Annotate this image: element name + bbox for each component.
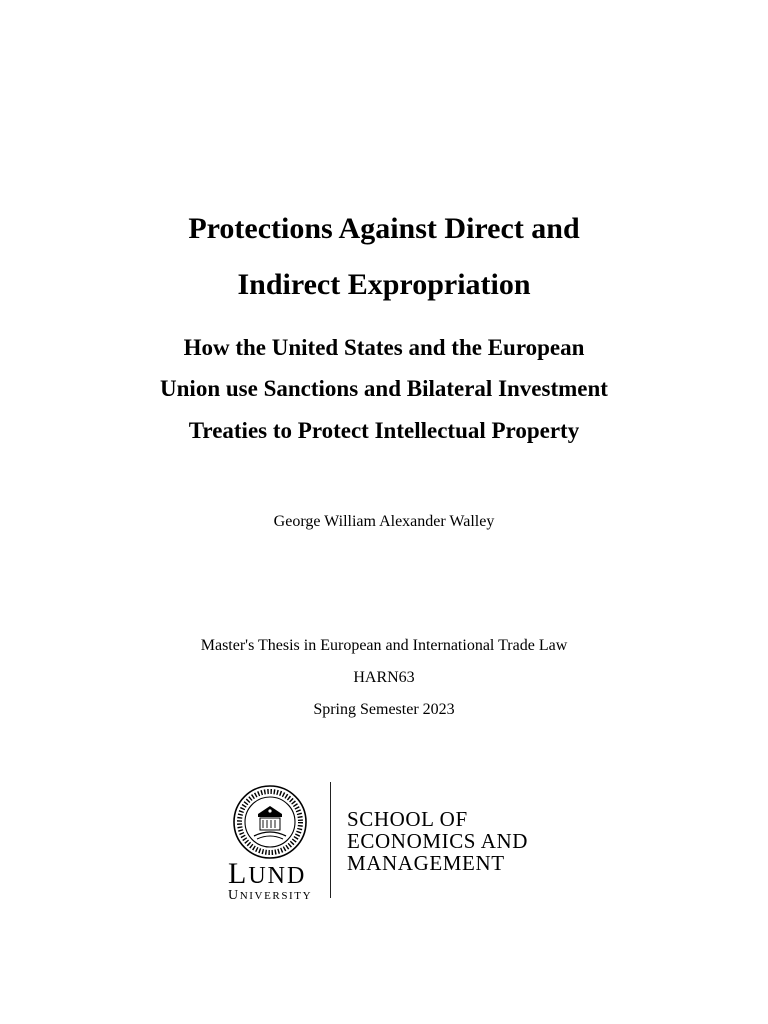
school-name-line-1: SCHOOL OF — [347, 807, 468, 831]
lund-initial: L — [228, 857, 249, 890]
author-name: George William Alexander Walley — [273, 513, 495, 530]
subtitle-line-2: Union use Sanctions and Bilateral Investment — [160, 376, 608, 401]
lund-rest: UND — [248, 863, 307, 889]
university-wordmark — [228, 888, 312, 903]
logo-divider — [330, 782, 331, 898]
thesis-type: Master's Thesis in European and International Trade Law — [200, 637, 568, 654]
title-line-1: Protections Against Direct and — [188, 212, 580, 245]
lund-university-logo — [224, 780, 554, 903]
course-code: HARN63 — [353, 669, 415, 686]
school-name-line-2: ECONOMICS AND — [347, 829, 529, 853]
subtitle-line-3: Treaties to Protect Intellectual Property — [188, 418, 580, 443]
title-line-2: Indirect Expropriation — [237, 268, 531, 301]
university-initial: U — [228, 888, 240, 903]
lund-wordmark — [228, 858, 306, 892]
university-rest: NIVERSITY — [239, 890, 313, 902]
school-name — [347, 808, 528, 874]
subtitle-line-1: How the United States and the European — [183, 335, 585, 360]
semester: Spring Semester 2023 — [313, 701, 455, 718]
school-name-line-3: MANAGEMENT — [347, 851, 505, 875]
university-seal-icon — [232, 784, 308, 860]
